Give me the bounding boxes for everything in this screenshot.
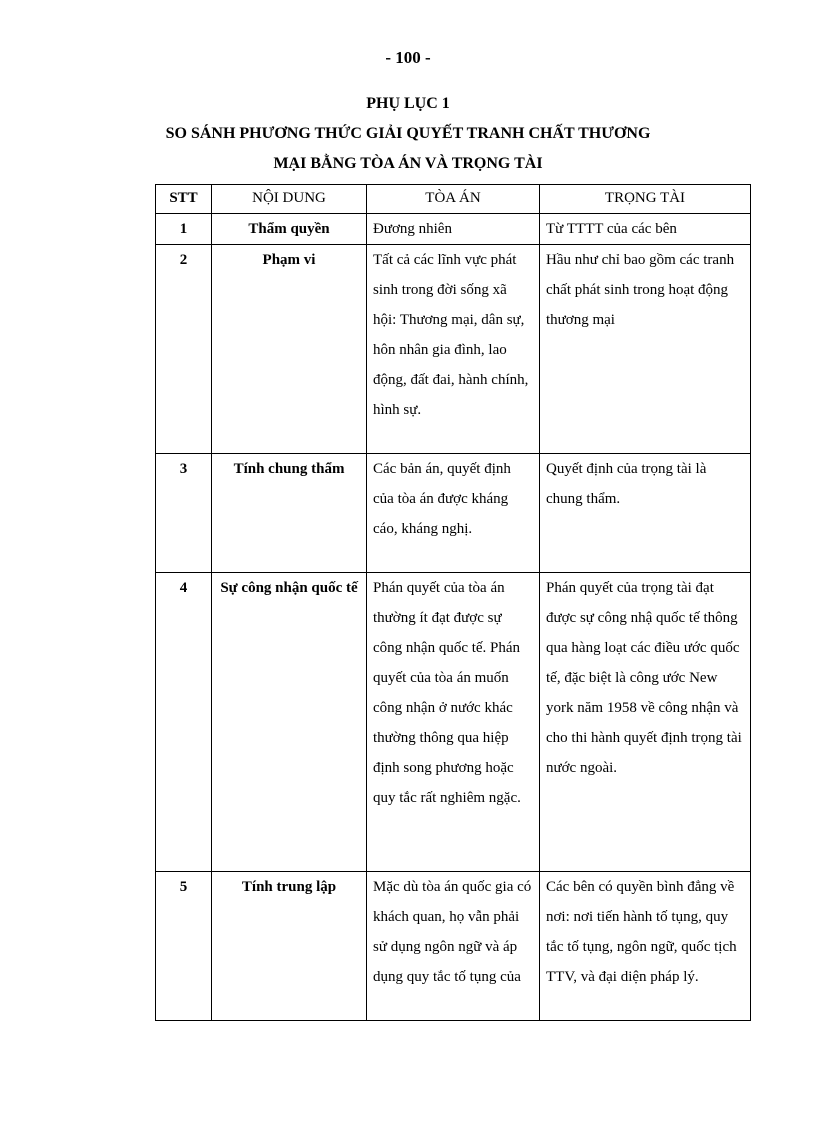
arbitration-cell: Các bên có quyền bình đẳng về nơi: nơi tiến hành tố tụng, quy tắc tố tụng, ngôn ngữ, quốc tịch TTV, và đại diện pháp lý. (540, 872, 751, 1021)
arbitration-cell: Phán quyết của trọng tài đạt được sự công nhậ quốc tế thông qua hàng loạt các điều ước quốc tế, đặc biệt là công ước New york năm 1958 về công nhận và cho thi hành quyết định trọng tài nước ngoài. (540, 573, 751, 872)
row-topic: Sự công nhận quốc tế (212, 573, 367, 872)
row-topic: Thẩm quyền (212, 214, 367, 245)
document-title-line-1: SO SÁNH PHƯƠNG THỨC GIẢI QUYẾT TRANH CHẤT THƯƠNG (165, 125, 651, 142)
court-cell: Phán quyết của tòa án thường ít đạt được sự công nhận quốc tế. Phán quyết của tòa án muốn công nhận ở nước khác thường thông qua hiệp định song phương hoặc quy tắc rất nghiêm ngặc. (367, 573, 540, 872)
table-row (156, 573, 751, 872)
row-topic: Phạm vi (212, 245, 367, 454)
comparison-table (155, 184, 751, 1021)
column-header-stt: STT (156, 185, 212, 214)
row-number: 5 (156, 872, 212, 1021)
page-number: - 100 - (385, 48, 431, 67)
table-row (156, 454, 751, 573)
appendix-title: PHỤ LỤC 1 (366, 95, 450, 112)
row-number: 1 (156, 214, 212, 245)
arbitration-cell: Quyết định của trọng tài là chung thẩm. (540, 454, 751, 573)
document-title-line-2: MẠI BẰNG TÒA ÁN VÀ TRỌNG TÀI (273, 155, 543, 172)
court-cell: Các bản án, quyết định của tòa án được kháng cáo, kháng nghị. (367, 454, 540, 573)
row-number: 4 (156, 573, 212, 872)
row-topic: Tính chung thẩm (212, 454, 367, 573)
row-topic: Tính trung lập (212, 872, 367, 1021)
arbitration-cell: Từ TTTT của các bên (540, 214, 751, 245)
arbitration-cell: Hầu như chỉ bao gồm các tranh chất phát sinh trong hoạt động thương mại (540, 245, 751, 454)
table-row (156, 245, 751, 454)
court-cell: Đương nhiên (367, 214, 540, 245)
row-number: 3 (156, 454, 212, 573)
table-row (156, 872, 751, 1021)
column-header-arbitration: TRỌNG TÀI (540, 185, 751, 214)
court-cell: Tất cả các lĩnh vực phát sinh trong đời sống xã hội: Thương mại, dân sự, hôn nhân gia đình, lao động, đất đai, hành chính, hình sự. (367, 245, 540, 454)
table-row (156, 214, 751, 245)
column-header-court: TÒA ÁN (367, 185, 540, 214)
table-header-row (156, 185, 751, 214)
row-number: 2 (156, 245, 212, 454)
court-cell: Mặc dù tòa án quốc gia có khách quan, họ vẫn phải sử dụng ngôn ngữ và áp dụng quy tắc tố tụng của (367, 872, 540, 1021)
column-header-content: NỘI DUNG (212, 185, 367, 214)
